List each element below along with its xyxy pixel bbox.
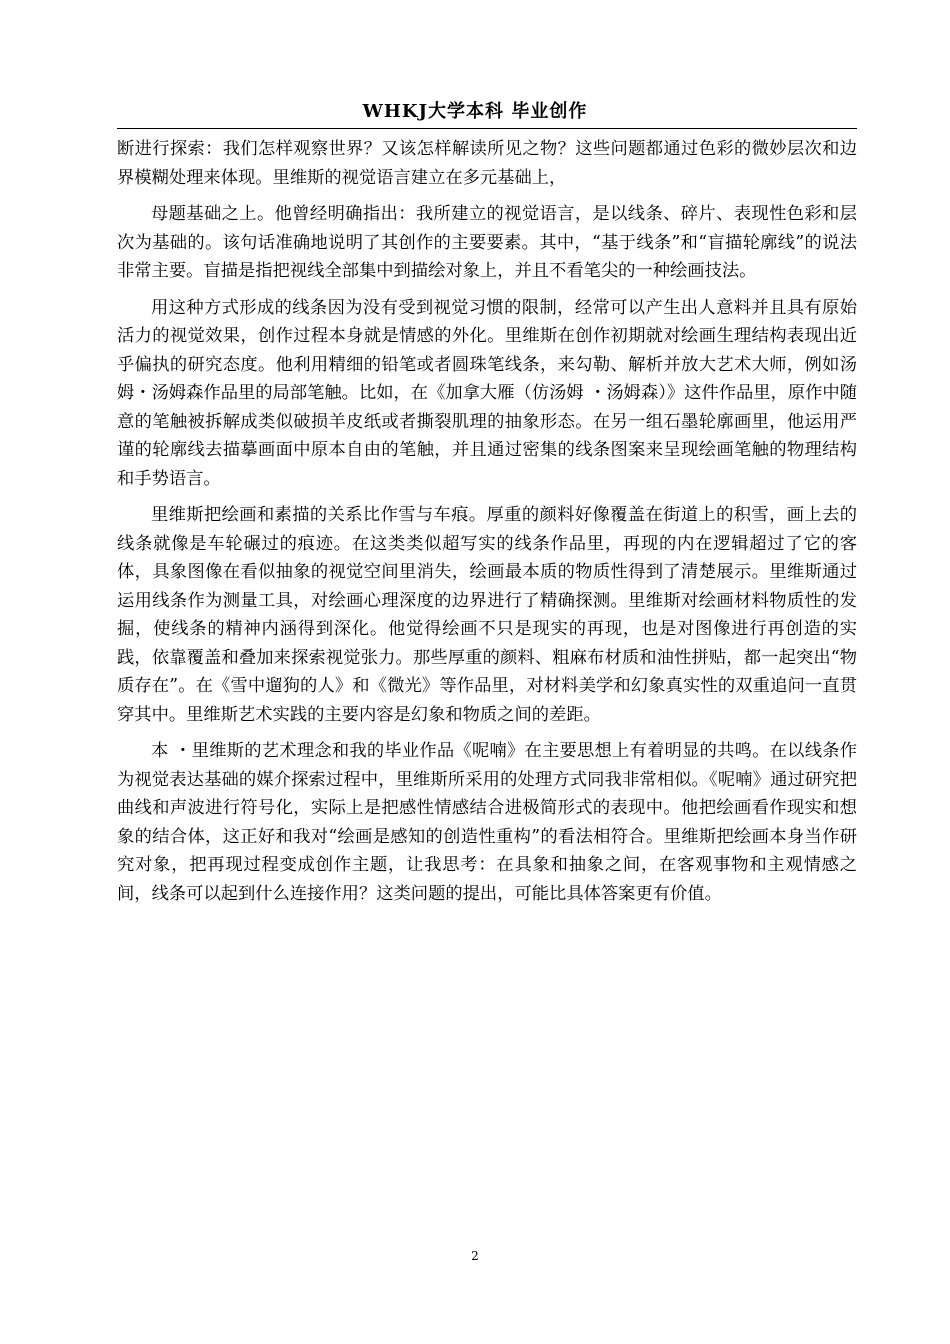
paragraph: 用这种方式形成的线条因为没有受到视觉习惯的限制，经常可以产生出人意料并且具有原始活力的视觉效果，创作过程本身就是情感的外化。里维斯在创作初期就对绘画生理结构表现出近乎偏执的研究态度。他利用精细的铅笔或者圆珠笔线条，来勾勒、解析并放大艺术大师，例如汤姆・汤姆森作品里的局部笔触。比如，在《加拿大雁（仿汤姆 ・汤姆森）》这件作品里，原作中随意的笔触被拆解成类似破损羊皮纸或者撕裂肌理的抽象形态。在另一组石墨轮廓画里，他运用严谨的轮廓线去描摹画面中原本自由的笔触，并且通过密集的线条图案来呈现绘画笔触的物理结构和手势语言。	[117, 297, 857, 489]
paragraph: 本 ・里维斯的艺术理念和我的毕业作品《呢喃》在主要思想上有着明显的共鸣。在以线条作为视觉表达基础的媒介探索过程中，里维斯所采用的处理方式同我非常相似。《呢喃》通过研究把曲线和声波进行符号化，实际上是把感性情感结合进极简形式的表现中。他把绘画看作现实和想象的结合体，这正好和我对“绘画是感知的创造性重构”的看法相符合。里维斯把绘画本身当作研究对象，把再现过程变成创作主题，让我思考：在具象和抽象之间，在客观事物和主观情感之间，线条可以起到什么连接作用？这类问题的提出，可能比具体答案更有价值。	[117, 741, 857, 904]
page-number: 2	[471, 1249, 479, 1263]
body-text	[117, 135, 857, 916]
paragraph: 母题基础之上。他曾经明确指出：我所建立的视觉语言，是以线条、碎片、表现性色彩和层次为基础的。该句话准确地说明了其创作的主要要素。其中，“基于线条”和“盲描轮廓线”的说法非常主要。盲描是指把视线全部集中到描绘对象上，并且不看笔尖的一种绘画技法。	[117, 204, 857, 281]
header-divider	[117, 128, 857, 129]
paragraph: 里维斯把绘画和素描的关系比作雪与车痕。厚重的颜料好像覆盖在街道上的积雪，画上去的线条就像是车轮碾过的痕迹。在这类类似超写实的线条作品里，再现的内在逻辑超过了它的客体，具象图像在看似抽象的视觉空间里消失，绘画最本质的物质性得到了清楚展示。里维斯通过运用线条作为测量工具，对绘画心理深度的边界进行了精确探测。里维斯对绘画材料物质性的发掘，使线条的精神内涵得到深化。他觉得绘画不只是现实的再现，也是对图像进行再创造的实践，依靠覆盖和叠加来探索视觉张力。那些厚重的颜料、粗麻布材质和油性拼贴，都一起突出“物质存在”。在《雪中遛狗的人》和《微光》等作品里，对材料美学和幻象真实性的双重追问一直贯穿其中。里维斯艺术实践的主要内容是幻象和物质之间的差距。	[117, 505, 857, 725]
paragraph-continuation: 断进行探索：我们怎样观察世界？又该怎样解读所见之物？这些问题都通过色彩的微妙层次和边界模糊处理来体现。里维斯的视觉语言建立在多元基础上，	[117, 139, 857, 188]
page-header-title: WHKJ大学本科 毕业创作	[362, 101, 588, 122]
